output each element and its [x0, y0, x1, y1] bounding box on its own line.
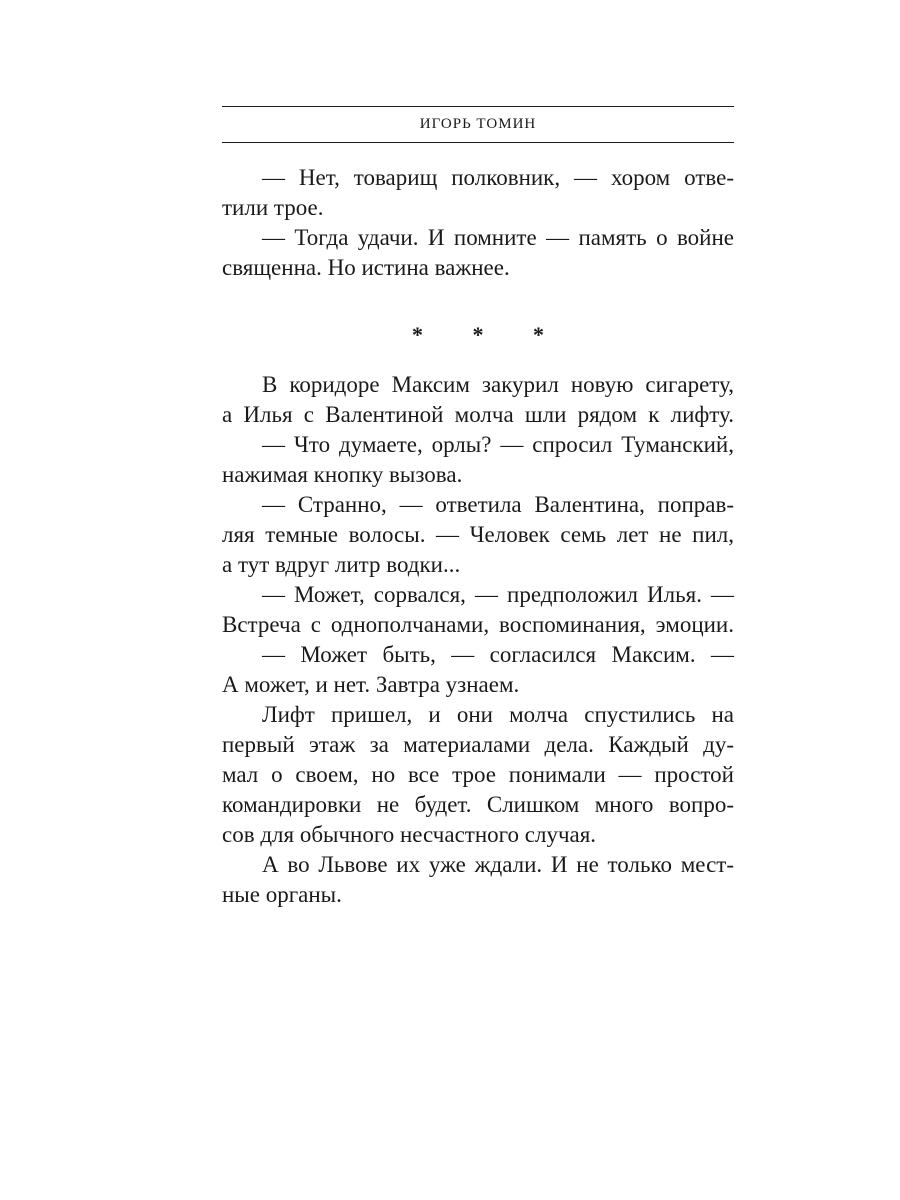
section-break-asterisks: * * * — [412, 322, 566, 347]
text-line: — Может быть, — согласился Максим. — — [262, 642, 734, 667]
text-line: ные органы. — [222, 882, 342, 907]
text-line: первый этаж за материалами дела. Каждый ду- — [222, 732, 734, 757]
text-line: — Тогда удачи. И помните — память о войне — [262, 225, 734, 250]
text-line: — Может, сорвался, — предположил Илья. — — [262, 582, 734, 607]
text-line: А во Львове их уже ждали. И не только мест- — [262, 852, 734, 877]
text-line: священна. Но истина важнее. — [222, 255, 510, 280]
text-line: а Илья с Валентиной молча шли рядом к лифту. — [222, 402, 734, 427]
text-line: — Странно, — ответила Валентина, поправ- — [262, 492, 734, 517]
text-line: ляя темные волосы. — Человек семь лет не пил, — [222, 522, 734, 547]
text-line: мал о своем, но все трое понимали — простой — [222, 762, 734, 787]
text-line: нажимая кнопку вызова. — [222, 462, 463, 487]
running-head-author: ИГОРЬ ТОМИН — [419, 116, 537, 132]
text-line: командировки не будет. Слишком много вопро- — [222, 792, 734, 817]
text-line: В коридоре Максим закурил новую сигарету, — [262, 372, 734, 397]
narrative-block-2 — [222, 370, 734, 910]
header-top-rule — [222, 106, 734, 107]
dialogue-block-1 — [222, 163, 734, 283]
text-line: Лифт пришел, и они молча спустились на — [262, 702, 734, 727]
text-line: А может, и нет. Завтра узнаем. — [222, 672, 520, 697]
text-line: тили трое. — [222, 195, 324, 220]
text-line: сов для обычного несчастного случая. — [222, 822, 597, 847]
text-line: Встреча с однополчанами, воспоминания, эмоции. — [222, 612, 734, 637]
text-line: — Нет, товарищ полковник, — хором отве- — [262, 165, 734, 190]
header-bottom-rule — [222, 142, 734, 143]
text-line: — Что думаете, орлы? — спросил Туманский, — [262, 432, 734, 457]
text-line: а тут вдруг литр водки... — [222, 552, 461, 577]
book-page — [222, 0, 734, 1200]
